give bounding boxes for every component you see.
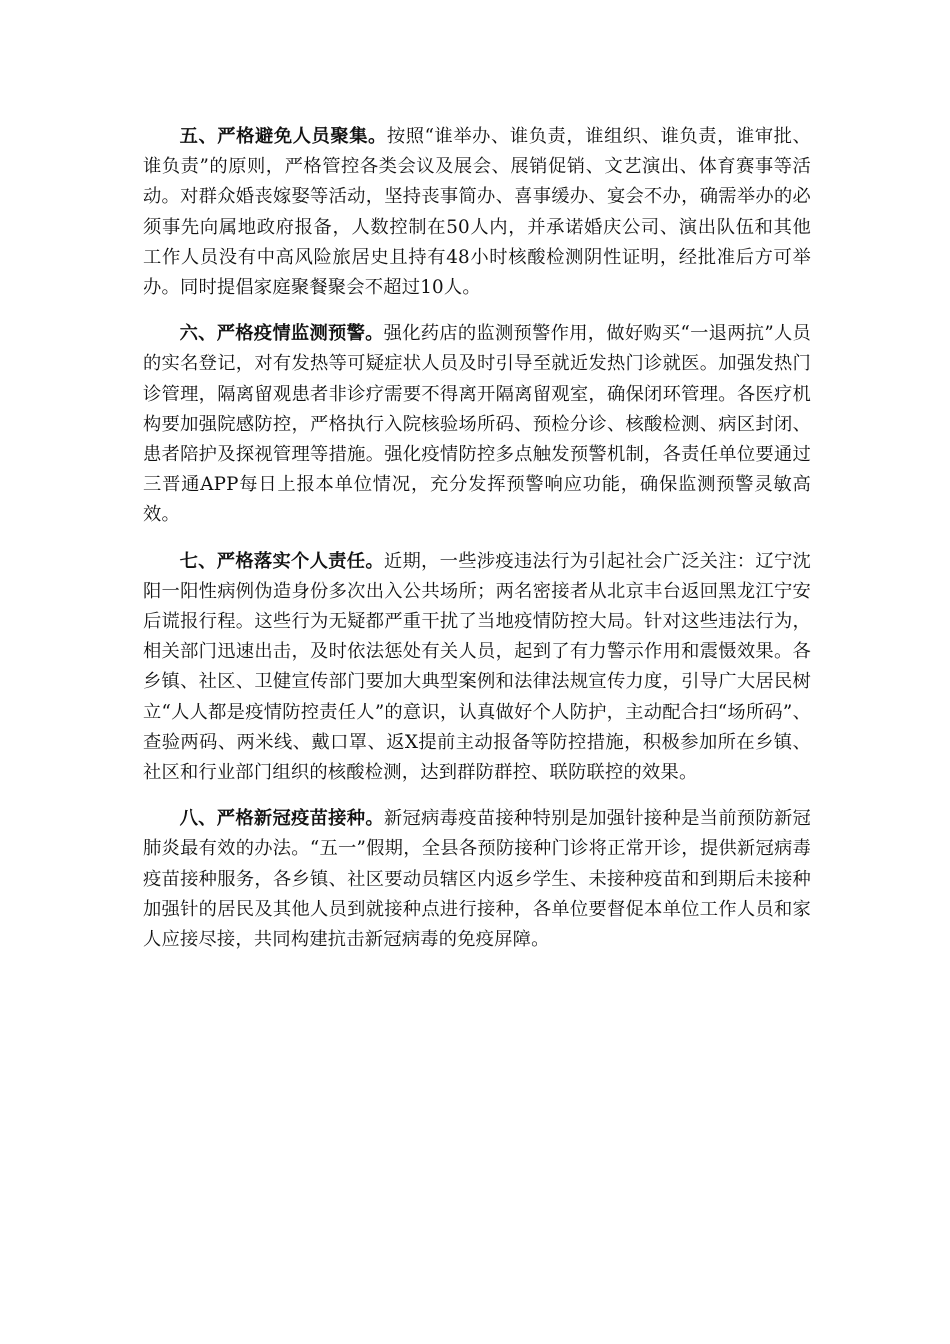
paragraph-5 — [143, 122, 811, 303]
paragraph-6-body: 强化药店的监测预警作用，做好购买“一退两抗”人员的实名登记，对有发热等可疑症状人员及时引导至就近发热门诊就医。加强发热门诊管理，隔离留观患者非诊疗需要不得离开隔离留观室，确保闭环管理。各医疗机构要加强院感防控，严格执行入院核验场所码、预检分诊、核酸检测、病区封闭、患者陪护及探视管理等措施。强化疫情防控多点触发预警机制，各责任单位要通过三晋通APP每日上报本单位情况，充分发挥预警响应功能，确保监测预警灵敏高效。 — [143, 323, 811, 526]
paragraph-8-heading: 八、严格新冠疫苗接种。 — [179, 808, 384, 830]
paragraph-7 — [143, 547, 811, 789]
paragraph-7-body: 近期，一些涉疫违法行为引起社会广泛关注：辽宁沈阳一阳性病例伪造身份多次出入公共场所；两名密接者从北京丰台返回黑龙江宁安后谎报行程。这些行为无疑都严重干扰了当地疫情防控大局。针对这些违法行为，相关部门迅速出击，及时依法惩处有关人员，起到了有力警示作用和震慑效果。各乡镇、社区、卫健宣传部门要加大典型案例和法律法规宣传力度，引导广大居民树立“人人都是疫情防控责任人”的意识，认真做好个人防护，主动配合扫“场所码”、查验两码、两米线、戴口罩、返X提前主动报备等防控措施，积极参加所在乡镇、社区和行业部门组织的核酸检测，达到群防群控、联防联控的效果。 — [143, 550, 811, 784]
paragraph-8-body: 新冠病毒疫苗接种特别是加强针接种是当前预防新冠肺炎最有效的办法。“五一”假期，全县各预防接种门诊将正常开诊，提供新冠病毒疫苗接种服务，各乡镇、社区要动员辖区内返乡学生、未接种疫苗和到期后未接种加强针的居民及其他人员到就接种点进行接种，各单位要督促本单位工作人员和家人应接尽接，共同构建抗击新冠病毒的免疫屏障。 — [143, 808, 811, 951]
paragraph-6 — [143, 319, 811, 530]
paragraph-7-heading: 七、严格落实个人责任。 — [179, 550, 384, 572]
document-page — [143, 122, 811, 971]
paragraph-8 — [143, 804, 811, 955]
paragraph-5-body: 按照“谁举办、谁负责，谁组织、谁负责，谁审批、谁负责”的原则，严格管控各类会议及展会、展销促销、文艺演出、体育赛事等活动。对群众婚丧嫁娶等活动，坚持丧事简办、喜事缓办、宴会不办，确需举办的必须事先向属地政府报备，人数控制在50人内，并承诺婚庆公司、演出队伍和其他工作人员没有中高风险旅居史且持有48小时核酸检测阴性证明，经批准后方可举办。同时提倡家庭聚餐聚会不超过10人。 — [143, 126, 812, 299]
paragraph-5-heading: 五、严格避免人员聚集。 — [179, 126, 387, 147]
paragraph-6-heading: 六、严格疫情监测预警。 — [179, 323, 384, 345]
